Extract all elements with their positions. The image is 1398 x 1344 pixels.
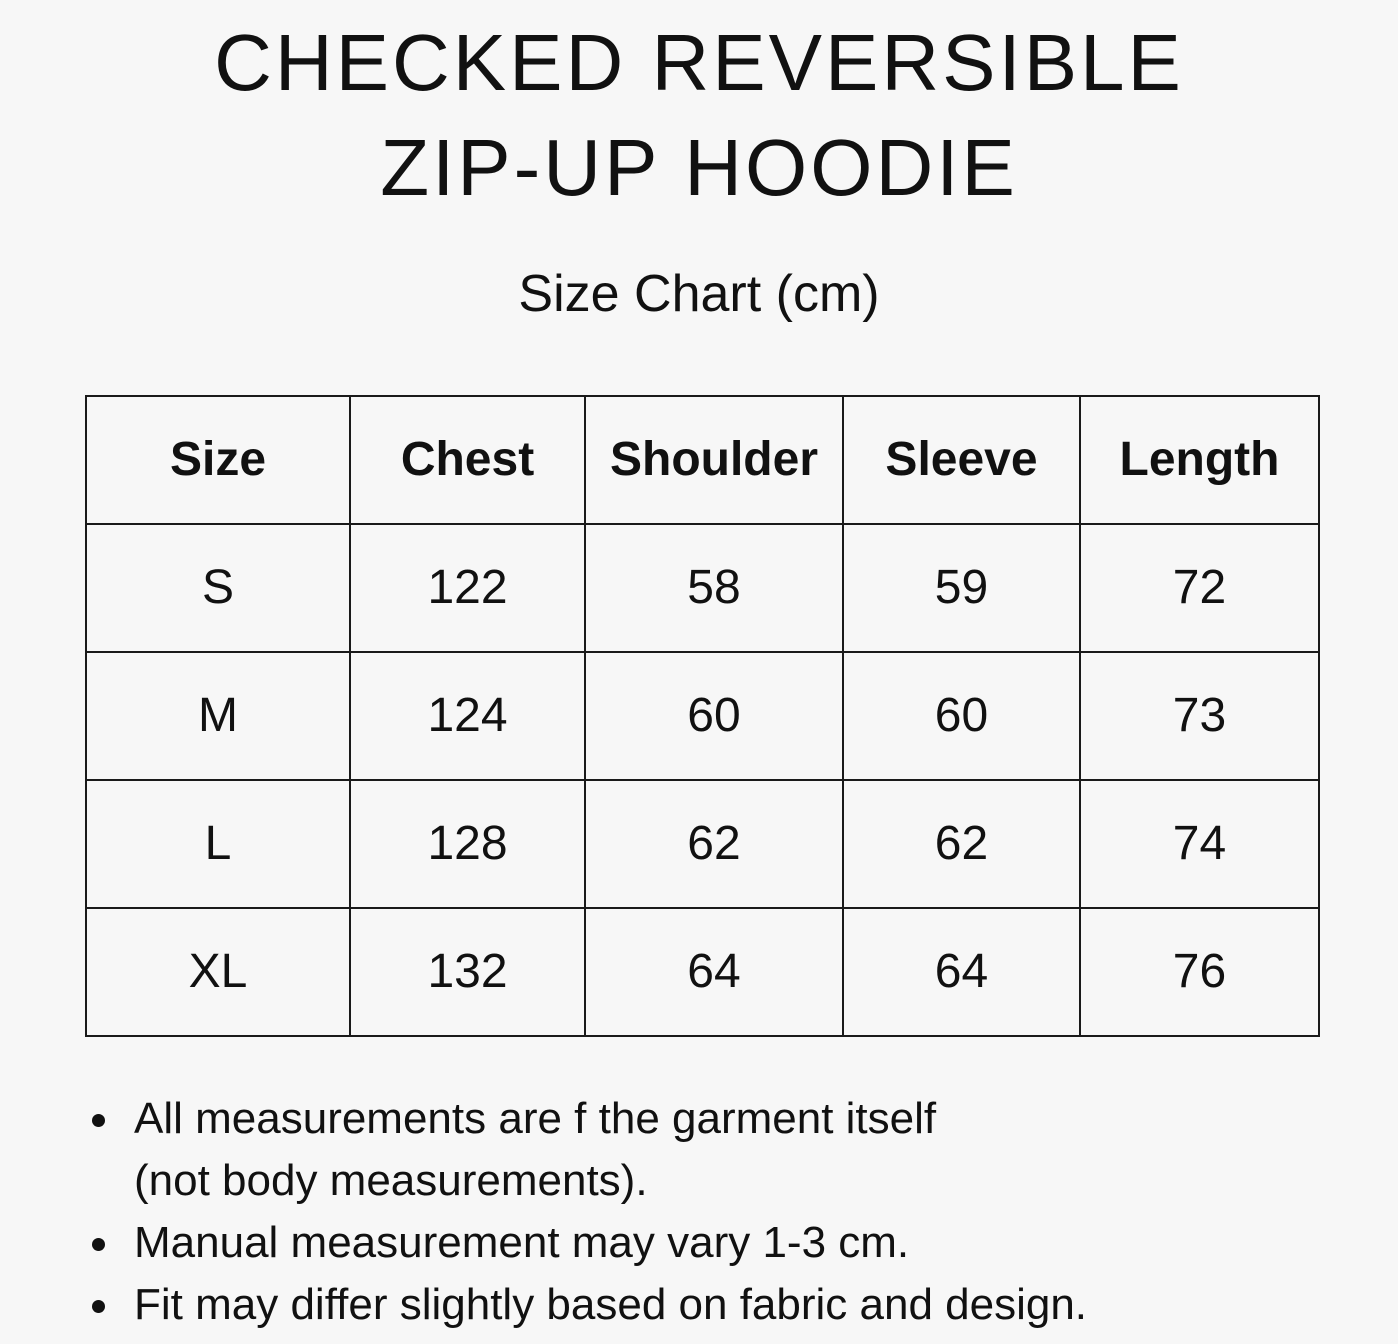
table-row	[86, 524, 1319, 652]
size-chart-table	[85, 395, 1320, 1037]
cell-shoulder: 58	[585, 524, 843, 652]
cell-chest: 132	[350, 908, 585, 1036]
header-sleeve: Sleeve	[843, 396, 1080, 524]
cell-chest: 128	[350, 780, 585, 908]
header-size: Size	[86, 396, 350, 524]
table-row	[86, 908, 1319, 1036]
header-chest: Chest	[350, 396, 585, 524]
table-header-row	[86, 396, 1319, 524]
bullet-icon	[92, 1300, 105, 1313]
list-item	[90, 1212, 1087, 1274]
header-shoulder: Shoulder	[585, 396, 843, 524]
cell-sleeve: 64	[843, 908, 1080, 1036]
bullet-icon	[92, 1114, 105, 1127]
product-title-line-1: CHECKED REVERSIBLE	[214, 18, 1184, 107]
bullet-icon	[92, 1238, 105, 1251]
note-text-continued: (not body measurements).	[134, 1156, 648, 1205]
cell-shoulder: 60	[585, 652, 843, 780]
cell-length: 74	[1080, 780, 1319, 908]
cell-shoulder: 62	[585, 780, 843, 908]
list-item	[90, 1088, 1087, 1212]
cell-shoulder: 64	[585, 908, 843, 1036]
cell-sleeve: 62	[843, 780, 1080, 908]
cell-size: L	[86, 780, 350, 908]
cell-length: 76	[1080, 908, 1319, 1036]
cell-length: 72	[1080, 524, 1319, 652]
cell-length: 73	[1080, 652, 1319, 780]
table-row	[86, 780, 1319, 908]
cell-chest: 124	[350, 652, 585, 780]
note-text: Manual measurement may vary 1-3 cm.	[134, 1218, 910, 1267]
note-text: All measurements are f the garment itself	[134, 1094, 937, 1143]
cell-size: M	[86, 652, 350, 780]
table-row	[86, 652, 1319, 780]
header-length: Length	[1080, 396, 1319, 524]
cell-sleeve: 60	[843, 652, 1080, 780]
cell-sleeve: 59	[843, 524, 1080, 652]
cell-size: XL	[86, 908, 350, 1036]
list-item	[90, 1274, 1087, 1336]
size-chart-subtitle: Size Chart (cm)	[518, 265, 880, 323]
cell-chest: 122	[350, 524, 585, 652]
product-title-line-2: ZIP-UP HOODIE	[380, 123, 1018, 212]
note-text: Fit may differ slightly based on fabric and design.	[134, 1280, 1088, 1329]
measurement-notes	[90, 1088, 1087, 1336]
cell-size: S	[86, 524, 350, 652]
